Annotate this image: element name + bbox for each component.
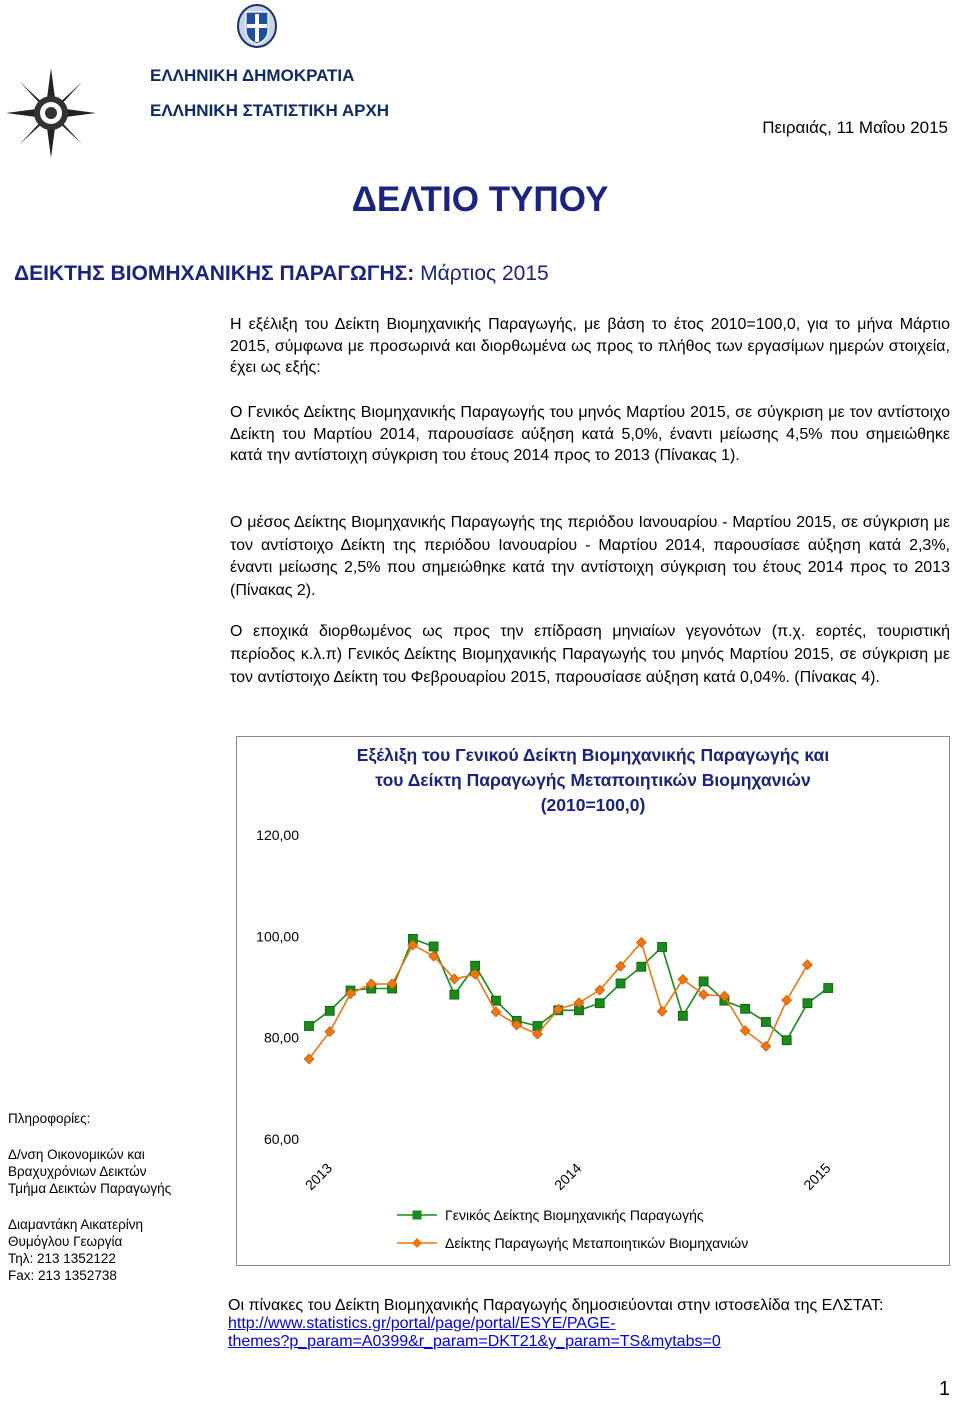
elstat-logo-icon: [6, 68, 96, 158]
y-tick-label: 80,00: [263, 1029, 299, 1046]
info-phone: Τηλ: 213 1352122: [8, 1251, 116, 1266]
data-point-general: [595, 999, 604, 1008]
info-person-line: Διαμαντάκη Αικατερίνη: [8, 1217, 144, 1232]
data-point-manufacturing: [657, 1006, 667, 1016]
data-point-general: [761, 1017, 770, 1026]
release-date: Πειραιάς, 11 Μαΐου 2015: [762, 118, 948, 137]
footer-note: [228, 1297, 883, 1351]
data-point-manufacturing: [802, 960, 812, 970]
series-line: [309, 939, 828, 1040]
chart-title-line3: (2010=100,0): [540, 795, 646, 815]
info-dept: [8, 1146, 171, 1197]
legend-label: Γενικός Δείκτης Βιομηχανικής Παραγωγής: [445, 1207, 704, 1223]
page-number: 1: [938, 1378, 950, 1400]
footer-text: Οι πίνακες του Δείκτη Βιομηχανικής Παραγωγής δημοσιεύονται στην ιστοσελίδα της ΕΛΣΤΑΤ:: [228, 1297, 884, 1314]
data-point-manufacturing: [782, 995, 792, 1005]
data-point-general: [782, 1036, 791, 1045]
greek-emblem-icon: [237, 4, 277, 48]
elstat-link[interactable]: http://www.statistics.gr/portal/page/portal/ESYE/PAGE-: [228, 1315, 616, 1332]
data-point-manufacturing: [491, 1007, 501, 1017]
data-point-general: [803, 999, 812, 1008]
info-dept-line: Δ/νση Οικονομικών και: [8, 1147, 145, 1162]
info-dept-line: Βραχυχρόνιων Δεικτών: [8, 1164, 147, 1179]
subtitle-rest: Μάρτιος 2015: [414, 262, 549, 285]
x-tick-label: 2013: [301, 1159, 336, 1194]
paragraph-average-index: Ο μέσος Δείκτης Βιομηχανικής Παραγωγής της περιόδου Ιανουαρίου - Μαρτίου 2015, σε σύγκριση με τον αντίστοιχο Δείκτη της περιόδου Ιανουαρίου - Μαρτίου 2014, παρουσίασε αύξηση κατά 2,3%, έναντι μείωσης 2,5% που σημειώθηκε κατά την αντίστοιχη σύγκριση του έτους 2014 προς το 2013 (Πίνακας 2).: [230, 514, 950, 599]
x-tick-label: 2014: [551, 1159, 585, 1194]
x-tick-label: 2015: [800, 1159, 834, 1194]
data-point-general: [678, 1011, 687, 1020]
subtitle-bold: ΔΕΙΚΤΗΣ ΒΙΟΜΗΧΑΝΙΚΗΣ ΠΑΡΑΓΩΓΗΣ:: [14, 262, 415, 285]
line-chart: [237, 737, 949, 1265]
chart-container: [236, 736, 950, 1266]
data-point-general: [637, 962, 646, 971]
legend-label: Δείκτης Παραγωγής Μεταποιητικών Βιομηχανιών: [445, 1235, 749, 1251]
data-point-general: [325, 1006, 334, 1015]
y-tick-label: 120,00: [256, 827, 299, 843]
elstat-link-cont[interactable]: themes?p_param=A0399&r_param=DKT21&y_param=TS&mytabs=0: [228, 1333, 721, 1350]
info-people: [8, 1216, 143, 1284]
info-person-line: Θυμόγλου Γεωργία: [8, 1234, 123, 1249]
data-point-general: [491, 996, 500, 1005]
legend-marker: [413, 1211, 422, 1220]
legend-marker: [412, 1238, 422, 1248]
page-title: ΔΕΛΤΙΟ ΤΥΠΟΥ: [351, 180, 609, 219]
paragraph-general-index: Ο Γενικός Δείκτης Βιομηχανικής Παραγωγής του μηνός Μαρτίου 2015, σε σύγκριση με τον αντίστοιχο Δείκτη του Μαρτίου 2014, παρουσίασε αύξηση κατά 5,0%, έναντι μείωσης 4,5% που σημειώθηκε κατά την αντίστοιχη σύγκριση του έτους 2014 προς το 2013 (Πίνακας 1).: [230, 404, 950, 464]
org-name-line1: ΕΛΛΗΝΙΚΗ ΔΗΜΟΚΡΑΤΙΑ: [150, 66, 355, 85]
data-point-general: [471, 961, 480, 970]
info-heading: Πληροφορίες:: [8, 1111, 91, 1126]
data-point-general: [450, 990, 459, 999]
data-point-general: [741, 1004, 750, 1013]
chart-title-line1: Εξέλιξη του Γενικού Δείκτη Βιομηχανικής Παραγωγής και: [356, 745, 830, 765]
data-point-general: [824, 984, 833, 993]
info-fax: Fax: 213 1352738: [8, 1268, 117, 1283]
org-name-line2: ΕΛΛΗΝΙΚΗ ΣΤΑΤΙΣΤΙΚΗ ΑΡΧΗ: [150, 101, 390, 120]
y-tick-label: 100,00: [256, 928, 299, 945]
chart-title-line2: του Δείκτη Παραγωγής Μεταποιητικών Βιομηχανιών: [375, 770, 811, 790]
paragraph-seasonal-index: Ο εποχικά διορθωμένος ως προς την επίδραση μηνιαίων γεγονότων (π.χ. εορτές, τουριστική περίοδος κ.λ.π) Γενικός Δείκτης Βιομηχανικής Παραγωγής του μηνός Μαρτίου 2015, σε σύγκριση με τον αντίστοιχο Δείκτη του Φεβρουαρίου 2015, παρουσίασε αύξηση κατά 0,04%. (Πίνακας 4).: [230, 623, 950, 686]
paragraph-intro: Η εξέλιξη του Δείκτη Βιομηχανικής Παραγωγής, με βάση το έτος 2010=100,0, για το μήνα Μάρτιο 2015, σύμφωνα με προσωρινά και διορθωμένα ως προς το πλήθος των εργασίμων ημερών στοιχεία, έχει ως εξής:: [230, 316, 950, 376]
page-subtitle: [14, 262, 549, 286]
info-dept-line: Τμήμα Δεικτών Παραγωγής: [8, 1181, 172, 1196]
data-point-general: [616, 979, 625, 988]
data-point-general: [429, 942, 438, 951]
data-point-general: [658, 942, 667, 951]
data-point-general: [699, 977, 708, 986]
series-line: [309, 942, 808, 1059]
data-point-general: [305, 1022, 314, 1031]
y-tick-label: 60,00: [263, 1131, 299, 1147]
